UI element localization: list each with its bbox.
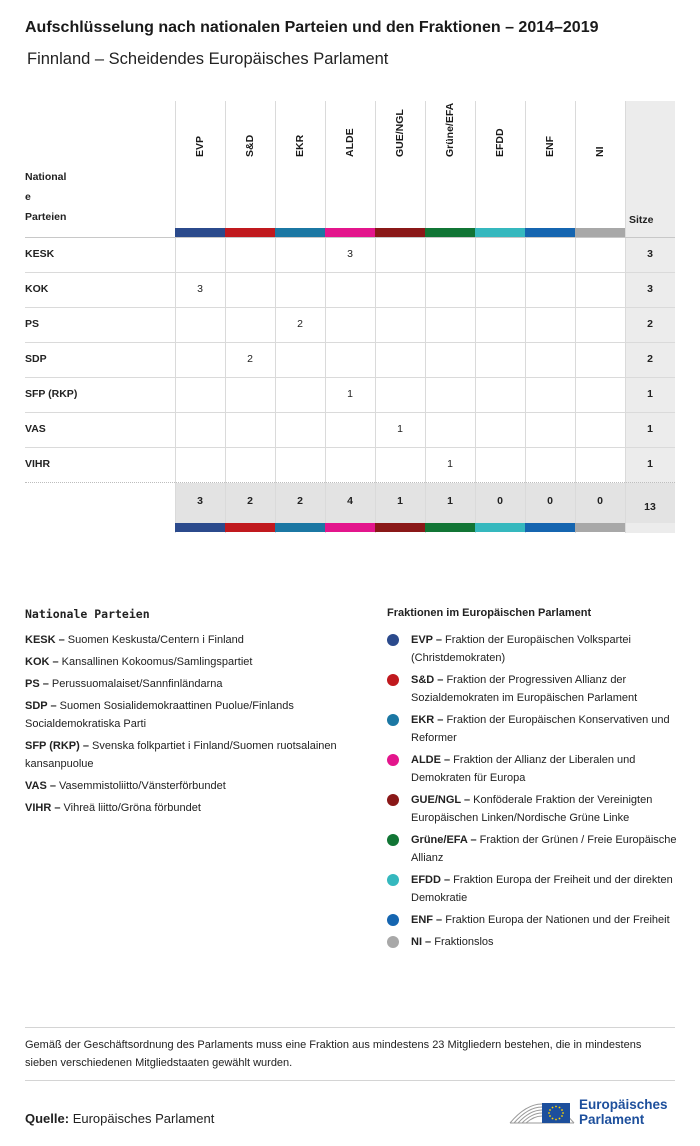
group-total: 0 xyxy=(597,495,603,507)
national-parties-header xyxy=(25,167,85,227)
group-legend-abbr: ENF – xyxy=(411,914,443,926)
group-legend-abbr: EKR – xyxy=(411,714,444,726)
logo-line-1: Europäisches xyxy=(579,1097,668,1112)
group-legend-abbr: EVP – xyxy=(411,634,442,646)
national-parties-header-line: e xyxy=(25,191,31,203)
group-header-label: EVP xyxy=(194,135,206,157)
divider xyxy=(25,1027,675,1028)
group-color-bar xyxy=(425,523,475,532)
grid-hline xyxy=(25,447,675,448)
groups-legend-heading: Fraktionen im Europäischen Parlament xyxy=(387,607,592,619)
ep-logo xyxy=(508,1091,678,1131)
group-total: 1 xyxy=(397,495,403,507)
group-color-dot xyxy=(387,754,399,766)
group-legend-item xyxy=(387,933,677,951)
group-total: 2 xyxy=(297,495,303,507)
group-header-label: ENF xyxy=(544,136,556,157)
party-label: SFP (RKP) xyxy=(25,388,78,400)
group-total: 4 xyxy=(347,495,353,507)
group-color-bar xyxy=(175,523,225,532)
group-legend-item xyxy=(387,871,677,907)
group-color-bar xyxy=(175,228,225,237)
group-header-label: ALDE xyxy=(344,128,356,157)
parties-legend-heading: Nationale Parteien xyxy=(25,607,150,621)
group-header-label: Grüne/EFA xyxy=(444,102,456,157)
party-legend-item xyxy=(25,799,345,817)
group-color-bar xyxy=(525,523,575,532)
party-legend-abbr: VIHR – xyxy=(25,802,61,814)
group-color-bar xyxy=(375,523,425,532)
party-legend-name: Suomen Sosialidemokraattinen Puolue/Finlands Socialdemokratiska Parti xyxy=(25,700,294,730)
group-legend-item xyxy=(387,711,677,747)
group-header-label: EKR xyxy=(294,134,306,157)
groups-legend xyxy=(387,631,677,955)
group-header xyxy=(275,101,325,227)
group-color-bar xyxy=(525,228,575,237)
party-label: VAS xyxy=(25,423,46,435)
group-color-bar xyxy=(375,228,425,237)
group-header-label: GUE/NGL xyxy=(394,109,406,157)
party-legend-abbr: VAS – xyxy=(25,780,56,792)
party-seat-total: 2 xyxy=(647,318,653,330)
party-legend-name: Vasemmistoliitto/Vänsterförbundet xyxy=(55,780,226,792)
grid-hline xyxy=(25,307,675,308)
party-legend-name: Svenska folkpartiet i Finland/Suomen ruotsalainen kansanpuolue xyxy=(25,740,337,770)
group-legend-name: Konföderale Fraktion der Vereinigten Europäischen Linken/Nordische Grüne Linke xyxy=(411,794,653,824)
seat-count-cell: 3 xyxy=(197,283,203,295)
group-header xyxy=(175,101,225,227)
seat-count-cell: 3 xyxy=(347,248,353,260)
party-legend-abbr: SFP (RKP) – xyxy=(25,740,89,752)
group-legend-abbr: NI – xyxy=(411,936,432,948)
group-legend-name: Fraktion der Europäischen Volkspartei (Christdemokraten) xyxy=(411,634,631,664)
party-seat-total: 3 xyxy=(647,248,653,260)
group-color-bar xyxy=(575,228,625,237)
group-legend-name: Fraktionslos xyxy=(431,936,494,948)
group-total: 2 xyxy=(247,495,253,507)
group-legend-item xyxy=(387,671,677,707)
grid-hline xyxy=(25,342,675,343)
group-total: 0 xyxy=(497,495,503,507)
footnote: Gemäß der Geschäftsordnung des Parlaments muss eine Fraktion aus mindestens 23 Mitgliedern bestehen, die in mindestens sieben verschiedenen Mitgliedstaaten gewählt wurden. xyxy=(25,1039,642,1069)
party-label: VIHR xyxy=(25,458,51,470)
source-value: Europäisches Parlament xyxy=(72,1111,215,1126)
group-legend-abbr: Grüne/EFA – xyxy=(411,834,477,846)
party-legend-name: Kansallinen Kokoomus/Samlingspartiet xyxy=(58,656,253,668)
group-header xyxy=(525,101,575,227)
group-color-dot xyxy=(387,794,399,806)
group-color-bar xyxy=(475,523,525,532)
seats-header: Sitze xyxy=(629,214,654,226)
national-parties-header-line: National xyxy=(25,171,67,183)
group-color-dot xyxy=(387,936,399,948)
group-header-label: EFDD xyxy=(494,128,506,157)
party-label: SDP xyxy=(25,353,47,365)
group-legend-abbr: S&D – xyxy=(411,674,444,686)
group-total: 3 xyxy=(197,495,203,507)
national-parties-header-line: Parteien xyxy=(25,211,67,223)
group-header xyxy=(575,101,625,227)
group-color-bar xyxy=(225,228,275,237)
party-legend-name: Vihreä liitto/Gröna förbundet xyxy=(60,802,201,814)
party-legend-abbr: PS – xyxy=(25,678,49,690)
group-total: 1 xyxy=(447,495,453,507)
party-seat-total: 3 xyxy=(647,283,653,295)
chart-subtitle: Finnland – Scheidendes Europäisches Parlament xyxy=(27,50,389,68)
group-color-bar xyxy=(275,523,325,532)
group-legend-item xyxy=(387,631,677,667)
group-legend-name: Fraktion Europa der Freiheit und der direkten Demokratie xyxy=(411,874,673,904)
party-legend-abbr: SDP – xyxy=(25,700,57,712)
source-line xyxy=(25,1111,214,1126)
group-color-dot xyxy=(387,634,399,646)
group-legend-abbr: ALDE – xyxy=(411,754,451,766)
group-color-dot xyxy=(387,714,399,726)
party-legend-abbr: KOK – xyxy=(25,656,59,668)
grid-hline xyxy=(25,412,675,413)
party-label: KESK xyxy=(25,248,55,260)
grand-total: 13 xyxy=(644,501,656,513)
party-seat-total: 1 xyxy=(647,458,653,470)
group-legend-name: Fraktion der Progressiven Allianz der Sozialdemokraten im Europäischen Parlament xyxy=(411,674,638,704)
grid-hline xyxy=(25,482,675,483)
chart-title: Aufschlüsselung nach nationalen Parteien und den Fraktionen – 2014–2019 xyxy=(25,19,599,36)
group-header xyxy=(325,101,375,227)
grid-hline xyxy=(25,377,675,378)
party-seat-total: 1 xyxy=(647,388,653,400)
group-legend-abbr: EFDD – xyxy=(411,874,451,886)
group-legend-item xyxy=(387,911,677,929)
party-legend-item xyxy=(25,697,345,733)
group-color-dot xyxy=(387,914,399,926)
group-color-bar xyxy=(425,228,475,237)
group-header xyxy=(425,101,475,227)
group-legend-name: Fraktion der Allianz der Liberalen und Demokraten für Europa xyxy=(411,754,636,784)
group-legend-name: Fraktion der Europäischen Konservativen und Reformer xyxy=(411,714,670,744)
party-label: KOK xyxy=(25,283,49,295)
party-seat-total: 1 xyxy=(647,423,653,435)
group-legend-name: Fraktion Europa der Nationen und der Freiheit xyxy=(442,914,670,926)
party-legend-item xyxy=(25,737,345,773)
grid-hline xyxy=(25,237,675,238)
group-legend-abbr: GUE/NGL – xyxy=(411,794,471,806)
divider xyxy=(25,1080,675,1081)
seat-count-cell: 2 xyxy=(297,318,303,330)
party-legend-item xyxy=(25,631,345,649)
group-header xyxy=(375,101,425,227)
party-seat-total: 2 xyxy=(647,353,653,365)
seat-count-cell: 1 xyxy=(347,388,353,400)
party-legend-item xyxy=(25,675,345,693)
group-header xyxy=(225,101,275,227)
ep-logo-icon xyxy=(508,1091,576,1131)
seat-count-cell: 2 xyxy=(247,353,253,365)
group-color-bar xyxy=(325,228,375,237)
group-color-bar xyxy=(575,523,625,532)
party-legend-item xyxy=(25,777,345,795)
group-color-bar xyxy=(325,523,375,532)
seat-count-cell: 1 xyxy=(397,423,403,435)
group-color-dot xyxy=(387,674,399,686)
party-label: PS xyxy=(25,318,40,330)
party-legend-item xyxy=(25,653,345,671)
party-legend-name: Suomen Keskusta/Centern i Finland xyxy=(64,634,244,646)
source-label: Quelle: xyxy=(25,1111,70,1126)
group-legend-name: Fraktion der Grünen / Freie Europäische Allianz xyxy=(411,834,677,864)
party-legend-abbr: KESK – xyxy=(25,634,65,646)
group-total: 0 xyxy=(547,495,553,507)
group-color-bar xyxy=(275,228,325,237)
group-color-bar xyxy=(475,228,525,237)
group-color-dot xyxy=(387,874,399,886)
seat-table xyxy=(25,101,675,533)
party-legend-name: Perussuomalaiset/Sannfinländarna xyxy=(48,678,223,690)
group-legend-item xyxy=(387,831,677,867)
group-color-bar xyxy=(225,523,275,532)
group-header-label: NI xyxy=(594,146,606,157)
parties-legend xyxy=(25,631,345,821)
logo-line-2: Parlament xyxy=(579,1112,645,1127)
group-header xyxy=(475,101,525,227)
group-color-dot xyxy=(387,834,399,846)
seat-count-cell: 1 xyxy=(447,458,453,470)
group-header-label: S&D xyxy=(244,134,256,157)
group-legend-item xyxy=(387,751,677,787)
grid-hline xyxy=(25,272,675,273)
group-legend-item xyxy=(387,791,677,827)
